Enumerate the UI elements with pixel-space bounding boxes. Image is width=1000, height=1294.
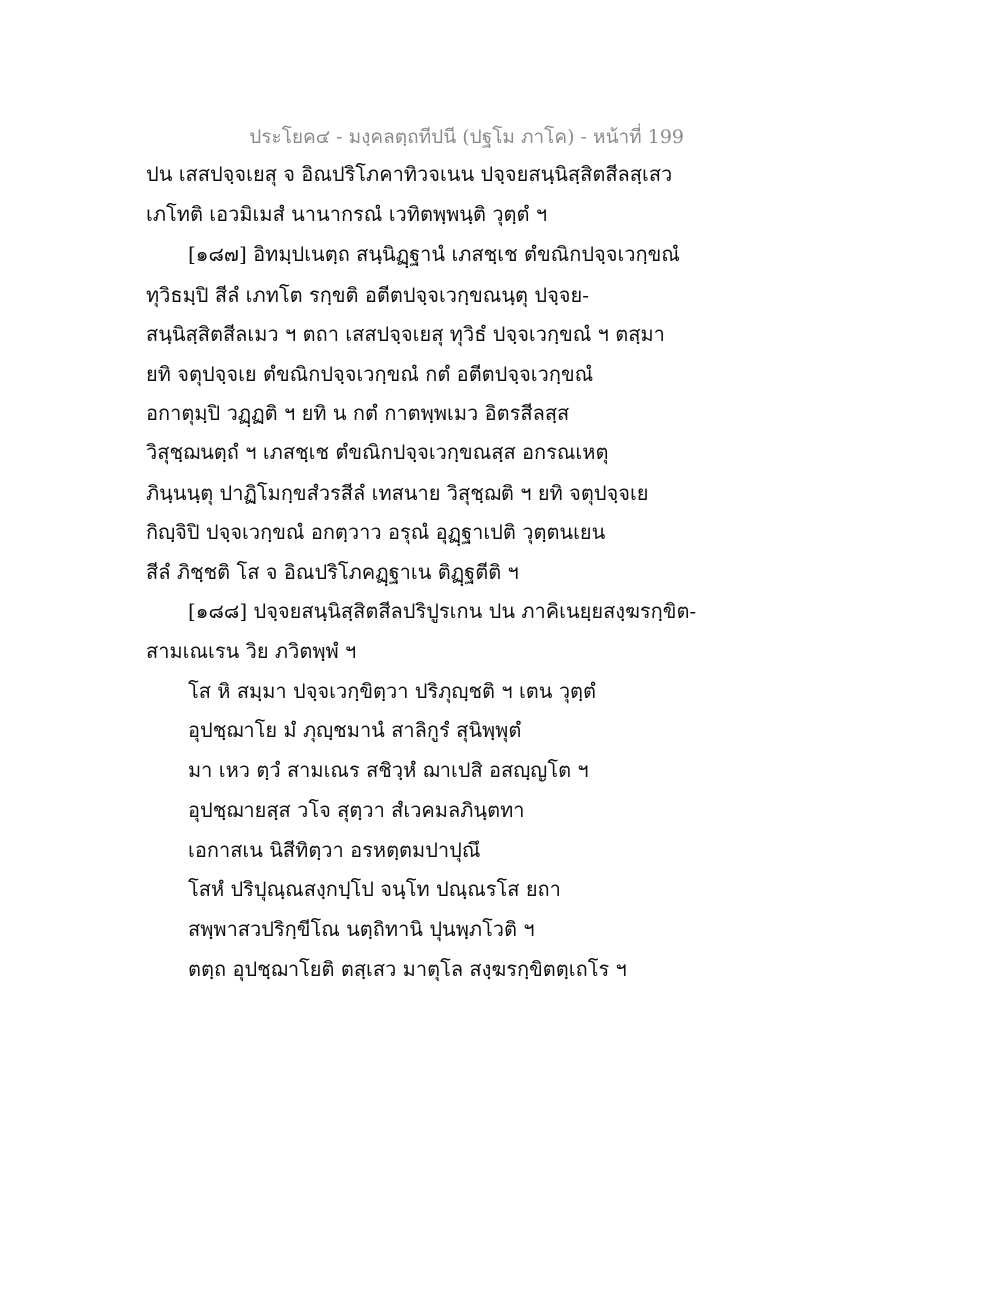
text-line: ตตฺถ อุปชฺฌาโยติ ตสฺเสว มาตุโล สงฺฆรกฺขิตตฺเถโร ฯ [188,957,627,981]
text-line: อกาตุมฺปิ วฏฺฏติ ฯ ยทิ น กตํ กาตพฺพเมว อิตรสีลสฺส [146,401,570,425]
verse-line: โสหํ ปริปุณฺณสงฺกปฺโป จนฺโท ปณฺณรโส ยถา [188,877,561,901]
text-line: สามเณเรน วิย ภวิตพฺพํ ฯ [146,639,357,663]
text-line: [๑๘๗] อิทมฺปเนตฺถ สนฺนิฏฺฐานํ เภสชฺเช ตํขณิกปจฺจเวกฺขณํ [188,242,680,266]
text-line: ยทิ จตุปจฺจเย ตํขณิกปจฺจเวกฺขณํ กตํ อตีตปจฺจเวกฺขณํ [146,362,594,386]
verse-line: อุปชฺฌาโย มํ ภุญฺชมานํ สาลิกูรํ สุนิพฺพุตํ [188,718,522,742]
text-line: เภโทติ เอวมิเมสํ นานากรณํ เวทิตพฺพนฺติ วุตฺตํ ฯ [146,202,548,226]
text-line: สนฺนิสฺสิตสีลเมว ฯ ตถา เสสปจฺจเยสุ ทุวิธํ ปจฺจเวกฺขณํ ฯ ตสฺมา [146,322,665,346]
text-line: ภินฺนนฺตุ ปาฏิโมกฺขสํวรสีลํ เทสนาย วิสุชฺฌติ ฯ ยทิ จตุปจฺจเย [146,481,649,505]
text-line: วิสุชฺฌนตฺถํ ฯ เภสชฺเช ตํขณิกปจฺจเวกฺขณสฺส อกรณเหตุ [146,440,609,464]
verse-line: โส หิ สมฺมา ปจฺจเวกฺขิตฺวา ปริภุญฺชติ ฯ เตน วุตฺตํ [188,679,597,703]
text-line: ทุวิธมฺปิ สีลํ เภทโต รกฺขติ อตีตปจฺจเวกฺขณนฺตุ ปจฺจย- [146,283,589,307]
verse-line: สพฺพาสวปริกฺขีโณ นตฺถิทานิ ปุนพฺภโวติ ฯ [188,917,535,941]
text-line: ปน เสสปจฺจเยสุ จ อิณปริโภคาทิวจเนน ปจฺจยสนฺนิสฺสิตสีลสฺเสว [146,162,673,186]
verse-line: อุปชฺฌายสฺส วโจ สุตฺวา สํเวคมลภินฺตทา [188,798,525,822]
text-line: สีลํ ภิชฺชติ โส จ อิณปริโภคฏฺฐาเน ติฏฺฐตีติ ฯ [146,560,519,584]
text-line: กิญฺจิปิ ปจฺจเวกฺขณํ อกตฺวาว อรุณํ อุฏฺฐาเปติ วุตฺตนเยน [146,520,606,544]
verse-line: มา เหว ตฺวํ สามเณร สชิวฺหํ ฌาเปสิ อสญฺญโต ฯ [188,758,589,782]
page-header: ประโยค๔ - มงฺคลตฺถทีปนี (ปฐโม ภาโค) - หน้าที่ 199 [249,126,684,148]
verse-line: เอกาสเน นิสีทิตฺวา อรหตฺตมปาปุณึ [188,838,481,862]
text-line: [๑๘๘] ปจฺจยสนฺนิสฺสิตสีลปริปูรเกน ปน ภาคิเนยฺยสงฺฆรกฺขิต- [188,599,697,623]
